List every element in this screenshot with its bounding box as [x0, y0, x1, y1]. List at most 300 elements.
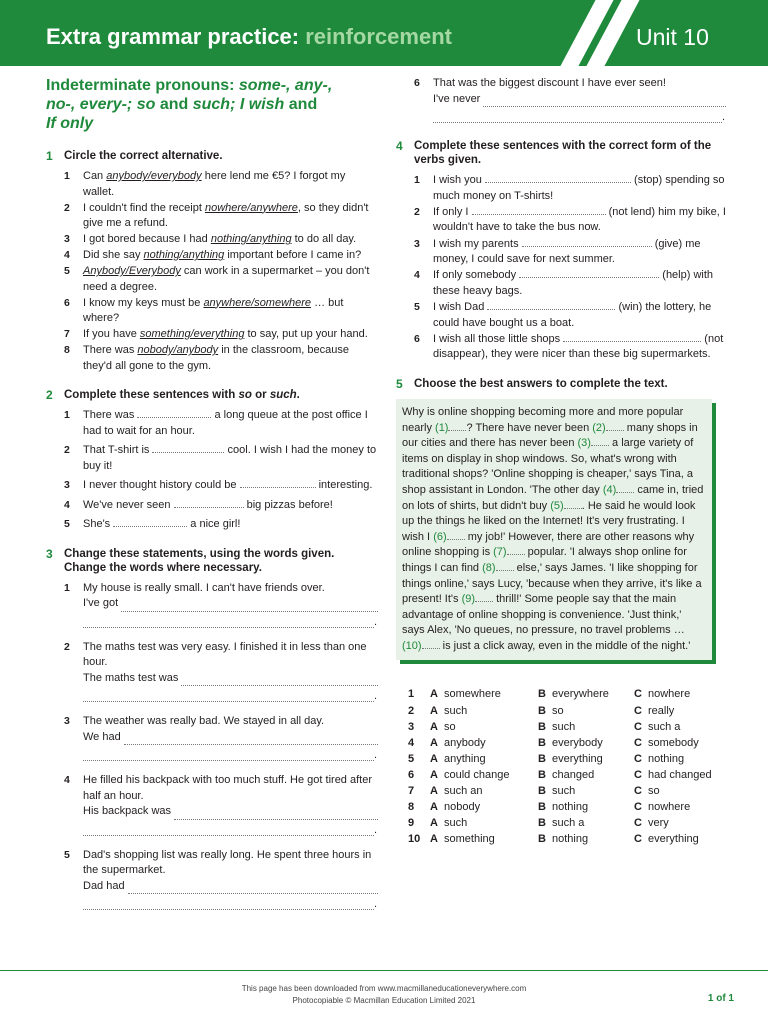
item-text: can work in a supermarket – you don't need a degree. [83, 265, 370, 293]
option-letter: C [634, 801, 642, 814]
option-text: such [444, 817, 468, 830]
title-accent: reinforcement [305, 24, 452, 49]
exercise-item [396, 332, 726, 363]
answer-option-b[interactable] [538, 831, 634, 847]
option-text: somebody [648, 736, 699, 749]
answer-option-b[interactable] [538, 799, 634, 815]
exercise-item [396, 237, 726, 268]
answer-blank[interactable] [519, 268, 659, 278]
item-text: (not disappear), they were nicer than these big supermarkets. [433, 332, 724, 361]
gap-number: (6) [433, 530, 447, 543]
item-text: We've never seen [83, 498, 174, 511]
item-number: 1 [64, 170, 70, 182]
answer-row [396, 751, 726, 767]
exercise-item [46, 848, 378, 911]
gap-blank[interactable] [496, 561, 514, 571]
answer-line [433, 111, 726, 123]
footer-divider [0, 970, 768, 971]
option-text: so [552, 704, 564, 717]
answer-blank[interactable] [83, 825, 374, 836]
option-text: very [648, 817, 669, 830]
item-text: The weather was really bad. We stayed in all day. [83, 715, 325, 727]
answer-start: I've got [83, 597, 119, 609]
reading-text [396, 399, 712, 661]
gap-number: (8) [482, 561, 496, 574]
option-letter: A [430, 752, 438, 765]
answer-row [396, 703, 726, 719]
item-number: 4 [64, 498, 70, 511]
option-text: such [552, 785, 576, 798]
worksheet-title [46, 24, 452, 50]
answer-option-a[interactable] [430, 703, 538, 719]
option-text: nothing [648, 752, 685, 765]
answer-option-b[interactable] [538, 686, 634, 702]
answer-number: 1 [408, 688, 415, 701]
answer-row [396, 783, 726, 799]
option-letter: A [430, 720, 438, 733]
option-letter: C [634, 736, 642, 749]
item-text: a nice girl! [187, 518, 241, 530]
option-letter: C [634, 752, 642, 765]
option-letter: B [538, 752, 546, 765]
item-text: There was [83, 344, 138, 356]
gap-blank[interactable] [447, 530, 465, 540]
instruction-text: . [296, 389, 300, 401]
page-header [0, 0, 768, 66]
answer-blank[interactable] [433, 112, 722, 123]
answer-blank[interactable] [121, 601, 378, 612]
option-text: anybody [444, 736, 486, 749]
topic-text: so [136, 96, 156, 113]
answer-blank[interactable] [487, 300, 615, 310]
option-letter: A [430, 785, 438, 798]
answer-blank[interactable] [181, 675, 378, 686]
answer-option-c[interactable] [634, 735, 724, 751]
item-text: I couldn't find the receipt [83, 201, 205, 214]
exercise-item [396, 205, 726, 236]
option-letter: B [538, 833, 546, 846]
answer-number: 10 [408, 833, 421, 846]
text-segment: many shops in our cities and there has never been [402, 421, 698, 450]
option-text: so [648, 785, 660, 798]
answer-number: 6 [408, 768, 415, 781]
exercise-item [396, 76, 726, 123]
answer-option-c[interactable] [634, 767, 724, 783]
text-segment: else,' says James. 'I like shopping for things online,' says Lucy, 'because when they arrive, it's like a present! It's [402, 561, 702, 606]
gap-blank[interactable] [422, 639, 440, 649]
exercise-item [46, 773, 378, 836]
answer-blank[interactable] [240, 478, 316, 488]
answer-blank[interactable] [124, 734, 378, 745]
gap-blank[interactable] [507, 545, 525, 555]
text-segment: came in, tried on lots of shirts, but didn't buy [402, 483, 704, 512]
item-number: 1 [64, 409, 70, 421]
answer-option-c[interactable] [634, 686, 724, 702]
answer-line [83, 596, 378, 612]
gap-blank[interactable] [606, 421, 624, 431]
option-text: everybody [552, 736, 603, 749]
gap-number: (7) [493, 546, 507, 559]
text-segment: thrill!' Some people say that the main advantage of online shopping is convenience. 'Just think,' says Alex, 'No queues, no pressure, no travel problems … [402, 593, 685, 637]
answer-start: I've never [433, 92, 481, 105]
answer-option-a[interactable] [430, 686, 538, 702]
item-text: If you have [83, 328, 140, 340]
line-end-dot: . [374, 823, 378, 836]
gap-number: (2) [592, 421, 606, 434]
answer-blank[interactable] [128, 883, 378, 894]
reading-text-box [396, 399, 712, 661]
exercise-3-continued [396, 76, 726, 123]
option-text: could change [444, 768, 510, 781]
item-text: I wish all those little shops [433, 332, 564, 345]
option-text: anything [444, 752, 486, 765]
choice-alternatives[interactable]: anywhere/somewhere [203, 296, 312, 309]
footer-download-note: This page has been downloaded from www.macmillaneducationeverywhere.com [241, 984, 527, 993]
option-text: everywhere [552, 688, 609, 701]
option-letter: B [538, 720, 546, 733]
instruction-text: such [269, 389, 297, 401]
answer-row [396, 799, 726, 815]
answer-row [396, 735, 726, 751]
answer-option-b[interactable] [538, 751, 634, 767]
item-text: That T-shirt is [83, 444, 153, 456]
item-number: 5 [414, 301, 420, 314]
answer-blank[interactable] [83, 691, 374, 702]
text-segment: popular. 'I always shop online for things I can find [402, 546, 687, 574]
text-segment: is just a click away, even in the middle of the night.' [439, 639, 691, 652]
exercise-number: 4 [396, 139, 403, 153]
item-text: (not lend) him my bike, I wouldn't have to take the bus now. [433, 205, 726, 234]
exercise-item [46, 443, 378, 474]
exercise-item [46, 201, 378, 232]
option-letter: C [634, 688, 642, 701]
answer-start: Dad had [83, 879, 125, 892]
item-number: 3 [64, 715, 70, 727]
item-text: If only somebody [433, 269, 520, 282]
exercise-item [396, 268, 726, 299]
answer-option-c[interactable] [634, 751, 724, 767]
topic-text: Indeterminate pronouns: [46, 77, 235, 94]
instruction-text: Circle the correct alternative. [64, 150, 223, 162]
option-text: such a [648, 720, 681, 733]
answer-option-b[interactable] [538, 783, 634, 799]
choice-alternatives[interactable]: anybody/everybody [106, 170, 202, 182]
option-letter: A [430, 736, 438, 749]
option-text: such [444, 704, 468, 717]
answer-line [83, 804, 378, 820]
option-text: such an [444, 785, 483, 798]
item-text: Dad's shopping list was really long. He spent three hours in the supermarket. [83, 848, 372, 876]
answer-option-a[interactable] [430, 767, 538, 783]
option-text: nothing [552, 801, 589, 814]
item-number: 2 [64, 640, 70, 653]
exercise-item [46, 478, 378, 494]
exercise-item [46, 581, 378, 628]
exercise-number: 2 [46, 388, 53, 402]
answer-start: His backpack was [83, 805, 172, 817]
answer-line [83, 879, 378, 895]
exercise-item [46, 517, 378, 533]
option-letter: B [538, 817, 546, 830]
answer-line [83, 616, 378, 628]
answer-option-b[interactable] [538, 703, 634, 719]
topic-text: and [159, 96, 189, 113]
option-letter: B [538, 768, 546, 781]
exercise-item [46, 296, 378, 327]
gap-blank[interactable] [448, 421, 466, 431]
exercise-item [46, 343, 378, 374]
answer-number: 5 [408, 752, 415, 765]
answer-option-c[interactable] [634, 799, 724, 815]
item-text: I wish you [433, 174, 485, 186]
item-number: 8 [64, 344, 70, 356]
exercise-instruction [396, 139, 726, 167]
answer-line [83, 749, 378, 761]
answer-option-c[interactable] [634, 815, 724, 831]
answer-start: We had [83, 730, 121, 743]
topic-heading [46, 76, 378, 133]
gap-blank[interactable] [475, 592, 493, 602]
answer-option-b[interactable] [538, 815, 634, 831]
option-letter: A [430, 704, 438, 717]
item-text: interesting. [315, 479, 373, 491]
option-letter: A [430, 833, 438, 846]
answer-row [396, 719, 726, 735]
item-text: (give) me money, I could save for next summer. [433, 237, 701, 266]
gap-number: (5) [550, 499, 564, 512]
instruction-text: Complete these sentences with [64, 389, 236, 401]
answer-blank[interactable] [522, 237, 652, 247]
option-letter: B [538, 736, 546, 749]
gap-number: (4) [602, 483, 617, 496]
text-segment: a large variety of items on display in shop windows. So, what's wrong with traditional shops? 'Online shopping is cheaper,' says Tina, a shop assistant in London. 'The other day [402, 437, 694, 496]
item-text: Did she say [83, 249, 144, 261]
item-number: 3 [64, 479, 70, 491]
exercise-item [46, 248, 378, 264]
gap-blank[interactable] [616, 483, 634, 493]
text-segment: my job!' However, there are other reasons why online shopping is [402, 530, 695, 559]
item-number: 4 [414, 269, 420, 282]
option-letter: C [634, 720, 642, 733]
item-text: I never thought history could be [83, 479, 240, 491]
exercise-item [46, 264, 378, 295]
exercise-instruction [46, 149, 378, 163]
answer-blank[interactable] [113, 517, 187, 527]
answer-blank[interactable] [472, 205, 606, 215]
answer-line [83, 730, 378, 746]
item-text: big pizzas before! [243, 498, 333, 511]
answer-blank[interactable] [483, 96, 726, 107]
answer-number: 4 [408, 736, 415, 749]
answer-option-b[interactable] [538, 735, 634, 751]
answer-options [396, 686, 726, 847]
exercise-item [396, 173, 726, 204]
exercise-number: 3 [46, 546, 53, 561]
option-text: everything [648, 833, 699, 846]
answer-option-b[interactable] [538, 767, 634, 783]
item-number: 1 [64, 581, 70, 594]
item-number: 1 [414, 174, 420, 186]
exercise-2 [46, 388, 378, 533]
exercise-number: 1 [46, 149, 53, 163]
answer-option-a[interactable] [430, 783, 538, 799]
option-text: such a [552, 817, 585, 830]
answer-blank[interactable] [83, 899, 374, 910]
answer-option-a[interactable] [430, 735, 538, 751]
instruction-text: or [255, 389, 267, 401]
exercise-item [46, 232, 378, 248]
answer-number: 3 [408, 720, 415, 733]
text-segment: Why is online shopping becoming more and more popular nearly [402, 405, 684, 434]
answer-option-c[interactable] [634, 831, 724, 847]
item-text: (stop) spending so much money on T-shirts! [433, 174, 725, 202]
answer-option-a[interactable] [430, 799, 538, 815]
instruction-text: Choose the best answers to complete the text. [414, 377, 668, 390]
item-number: 5 [64, 518, 70, 530]
answer-line [433, 92, 726, 108]
choice-alternatives[interactable]: nowhere/anywhere [204, 201, 298, 214]
answer-blank[interactable] [485, 173, 631, 183]
option-text: had changed [648, 768, 712, 781]
item-number: 3 [414, 237, 420, 250]
answer-option-a[interactable] [430, 815, 538, 831]
answer-blank[interactable] [174, 809, 378, 820]
answer-number: 7 [408, 785, 415, 798]
item-text: to do all day. [291, 233, 357, 245]
choice-alternatives[interactable]: nothing/anything [210, 233, 292, 245]
choice-alternatives[interactable]: something/everything [139, 328, 245, 340]
answer-option-a[interactable] [430, 831, 538, 847]
item-text: important before I came in? [224, 249, 362, 261]
option-letter: C [634, 817, 642, 830]
option-text: so [444, 720, 456, 733]
item-number: 6 [414, 77, 420, 89]
gap-blank[interactable] [591, 436, 609, 446]
option-letter: B [538, 785, 546, 798]
option-text: everything [552, 752, 603, 765]
answer-line [83, 671, 378, 687]
item-text: (help) with these heavy bags. [433, 269, 714, 297]
option-letter: B [538, 801, 546, 814]
line-end-dot: . [374, 898, 378, 910]
line-end-dot: . [374, 690, 378, 702]
choice-alternatives[interactable]: nobody/anybody [137, 344, 219, 356]
answer-option-a[interactable] [430, 719, 538, 735]
answer-blank[interactable] [137, 408, 211, 418]
exercise-instruction [46, 388, 378, 402]
instruction-text: Complete these sentences with the correct form of the verbs given. [414, 140, 712, 166]
item-text: I wish my parents [433, 237, 522, 250]
item-text: , so they didn't give me a refund. [83, 201, 369, 229]
item-text: She's [83, 518, 114, 530]
topic-text: no-, every-; [46, 96, 133, 113]
answer-line [83, 690, 378, 702]
option-text: such [552, 720, 576, 733]
exercise-1 [46, 149, 378, 374]
line-end-dot: . [374, 615, 378, 628]
option-letter: A [430, 801, 438, 814]
item-number: 6 [64, 296, 70, 309]
topic-text: some-, any-, [238, 77, 333, 94]
gap-number: (1) [435, 421, 449, 434]
item-number: 5 [64, 265, 70, 277]
answer-option-b[interactable] [538, 719, 634, 735]
item-text: (win) the lottery, he could have bought us a boat. [433, 301, 712, 329]
item-text: here lend me €5? I forgot my wallet. [83, 170, 346, 198]
answer-option-a[interactable] [430, 751, 538, 767]
answer-row [396, 767, 726, 783]
exercise-item [46, 408, 378, 439]
answer-option-c[interactable] [634, 783, 724, 799]
answer-blank[interactable] [83, 750, 374, 761]
gap-blank[interactable] [564, 499, 582, 509]
right-column [396, 76, 726, 847]
text-segment: ? There have never been [466, 421, 593, 434]
option-letter: A [430, 688, 438, 701]
exercise-item [46, 327, 378, 343]
answer-number: 9 [408, 817, 415, 830]
choice-alternatives[interactable]: nothing/anything [143, 249, 225, 261]
option-text: somewhere [444, 688, 501, 701]
left-column [46, 76, 378, 922]
answer-blank[interactable] [174, 498, 244, 508]
item-text: to say, put up your hand. [244, 328, 368, 340]
answer-row [396, 831, 726, 847]
option-text: really [648, 704, 675, 717]
option-letter: A [430, 768, 438, 781]
item-text: I know my keys must be [83, 296, 204, 309]
item-number: 4 [64, 774, 70, 786]
option-letter: C [634, 768, 642, 781]
answer-option-c[interactable] [634, 703, 724, 719]
instruction-text: so [238, 389, 252, 401]
exercise-4 [396, 139, 726, 363]
exercise-3 [46, 547, 378, 911]
option-text: nobody [444, 801, 481, 814]
option-letter: C [634, 785, 642, 798]
topic-text: and [288, 96, 318, 113]
option-letter: B [538, 688, 546, 701]
option-letter: B [538, 704, 546, 717]
option-text: changed [552, 768, 595, 781]
choice-alternatives[interactable]: Anybody/Everybody [83, 265, 181, 277]
option-letter: C [634, 833, 642, 846]
item-text: If only I [433, 205, 472, 218]
exercise-item [46, 640, 378, 703]
exercise-item [46, 169, 378, 200]
line-end-dot: . [374, 749, 378, 761]
answer-blank[interactable] [152, 443, 224, 453]
exercise-items [396, 173, 726, 363]
option-text: nothing [552, 833, 589, 846]
exercise-items [46, 408, 378, 533]
answer-option-c[interactable] [634, 719, 724, 735]
title-main: Extra grammar practice: [46, 24, 300, 49]
answer-blank[interactable] [83, 617, 374, 628]
item-text: My house is really small. I can't have friends over. [83, 581, 325, 594]
option-letter: A [430, 817, 438, 830]
answer-blank[interactable] [563, 332, 701, 342]
item-number: 7 [64, 328, 70, 340]
exercise-item [396, 300, 726, 331]
item-text: There was [83, 409, 138, 421]
text-segment: . He said he would look up the things he liked on the Internet! It's very frustrating. I wish I [402, 499, 696, 543]
answer-line [83, 898, 378, 910]
answer-row [396, 686, 726, 702]
item-number: 4 [64, 249, 70, 261]
option-text: nowhere [648, 688, 691, 701]
item-text: He filled his backpack with too much stuff. He got tired after half an hour. [83, 774, 372, 802]
